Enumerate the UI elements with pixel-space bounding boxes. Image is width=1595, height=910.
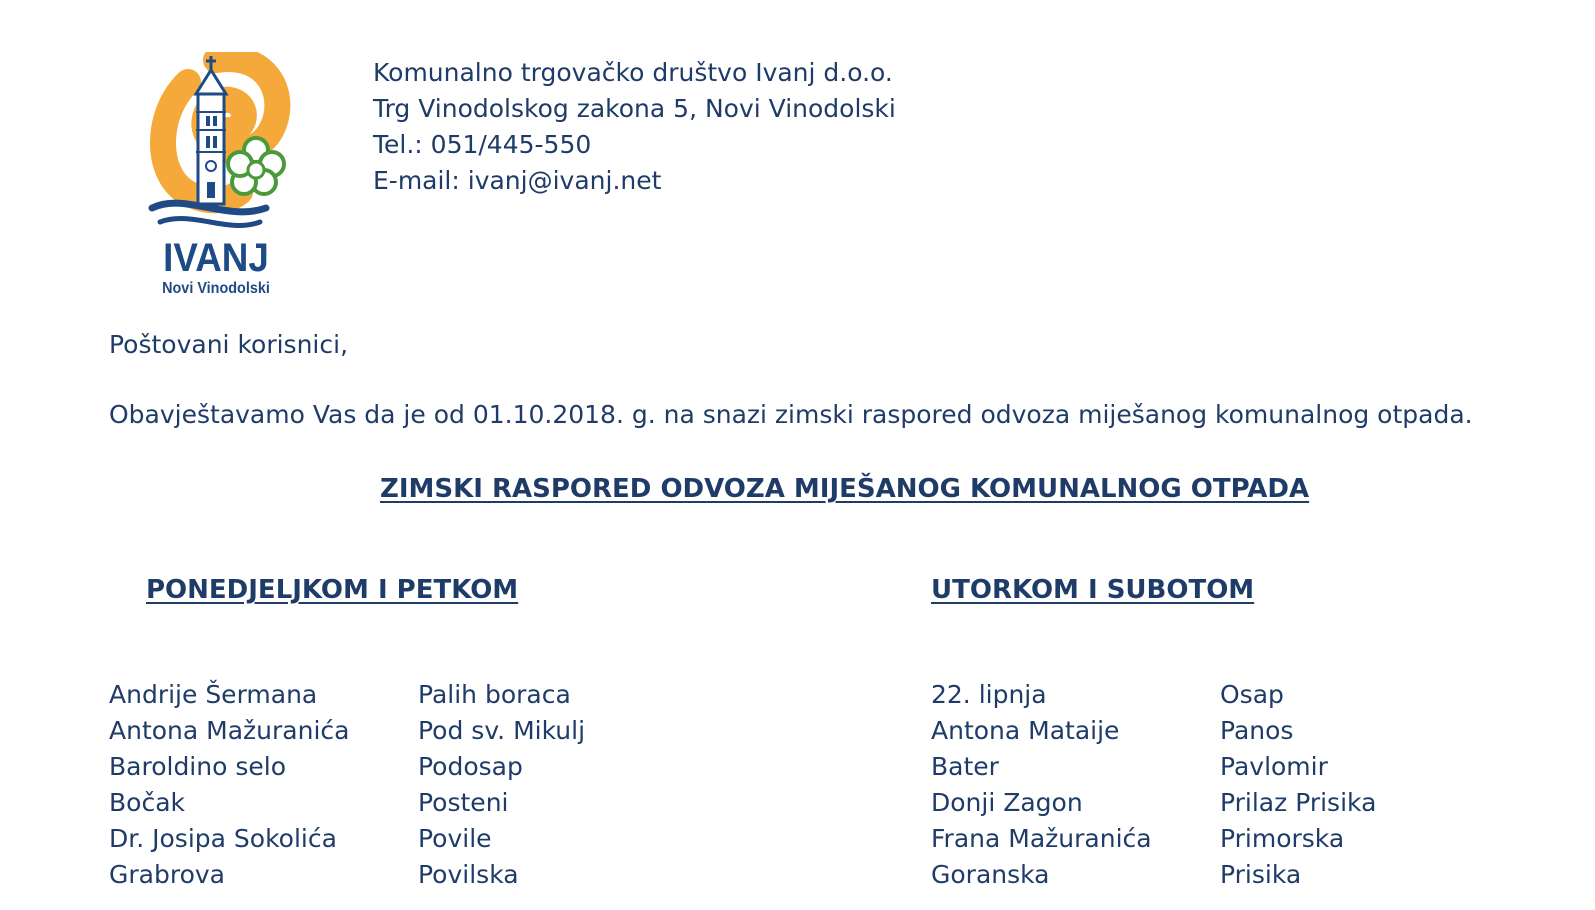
list-item: Posteni bbox=[418, 788, 509, 817]
list-item: 22. lipnja bbox=[931, 680, 1047, 709]
company-phone: Tel.: 051/445-550 bbox=[373, 130, 592, 159]
list-item: Dr. Josipa Sokolića bbox=[109, 824, 337, 853]
list-item: Baroldino selo bbox=[109, 752, 286, 781]
list-item: Povilska bbox=[418, 860, 519, 889]
ivanj-logo bbox=[136, 52, 296, 302]
group-2-streets-col-a bbox=[931, 677, 1152, 893]
list-item: Povile bbox=[418, 824, 492, 853]
list-item: Prilaz Prisika bbox=[1220, 788, 1377, 817]
company-email: E-mail: ivanj@ivanj.net bbox=[373, 166, 662, 195]
list-item: Antona Mataije bbox=[931, 716, 1120, 745]
schedule-title: ZIMSKI RASPORED ODVOZA MIJEŠANOG KOMUNALNOG OTPADA bbox=[380, 474, 1310, 504]
group-2-title: UTORKOM I SUBOTOM bbox=[931, 575, 1255, 605]
list-item: Andrije Šermana bbox=[109, 680, 318, 709]
list-item: Donji Zagon bbox=[931, 788, 1083, 817]
company-header bbox=[373, 55, 896, 199]
logo-subtitle: Novi Vinodolski bbox=[162, 280, 270, 297]
group-1-title: PONEDJELJKOM I PETKOM bbox=[146, 575, 519, 605]
group-2-streets-col-b bbox=[1220, 677, 1376, 893]
company-name: Komunalno trgovačko društvo Ivanj d.o.o. bbox=[373, 58, 893, 87]
list-item: Osap bbox=[1220, 680, 1284, 709]
list-item: Antona Mažuranića bbox=[109, 716, 350, 745]
notice-paragraph: Obavještavamo Vas da je od 01.10.2018. g. na snazi zimski raspored odvoza miješanog komunalnog otpada. bbox=[109, 400, 1473, 429]
list-item: Palih boraca bbox=[418, 680, 571, 709]
list-item: Goranska bbox=[931, 860, 1050, 889]
group-1-streets-col-a bbox=[109, 677, 349, 893]
list-item: Pod sv. Mikulj bbox=[418, 716, 586, 745]
list-item: Pavlomir bbox=[1220, 752, 1328, 781]
list-item: Podosap bbox=[418, 752, 523, 781]
list-item: Panos bbox=[1220, 716, 1294, 745]
list-item: Primorska bbox=[1220, 824, 1345, 853]
company-address: Trg Vinodolskog zakona 5, Novi Vinodolski bbox=[373, 94, 896, 123]
list-item: Grabrova bbox=[109, 860, 225, 889]
list-item: Prisika bbox=[1220, 860, 1302, 889]
group-1-streets-col-b bbox=[418, 677, 585, 893]
list-item: Frana Mažuranića bbox=[931, 824, 1152, 853]
list-item: Bočak bbox=[109, 788, 185, 817]
bell-tower-logo-icon bbox=[136, 52, 296, 242]
greeting: Poštovani korisnici, bbox=[109, 330, 349, 359]
list-item: Bater bbox=[931, 752, 999, 781]
logo-title: IVANJ bbox=[163, 236, 269, 280]
